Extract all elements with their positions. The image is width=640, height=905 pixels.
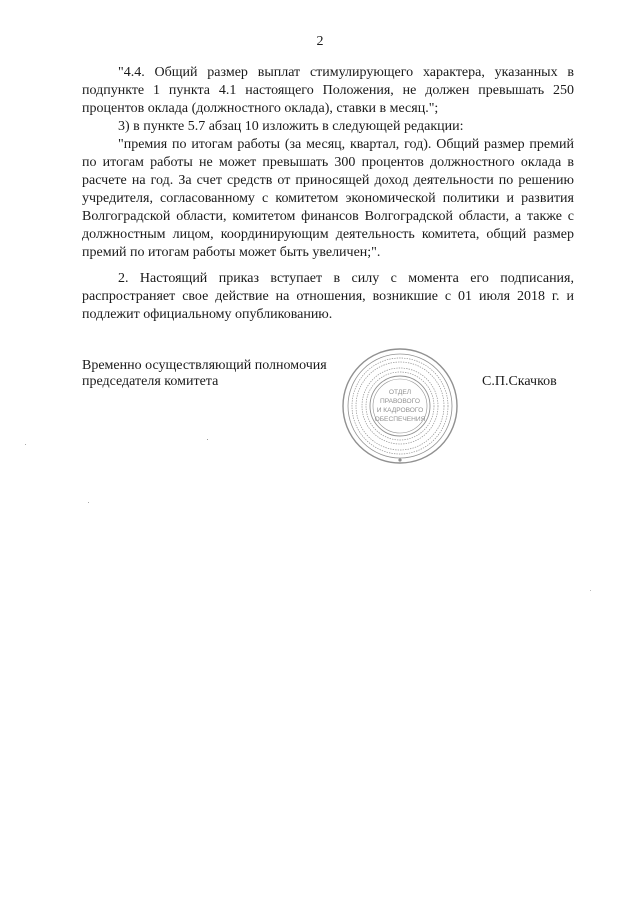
paragraph-bonus: "премия по итогам работы (за месяц, квартал, год). Общий размер премий по итогам работы не может превышать 300 процентов должностного оклада в расчете на год. За счет средств от приносящей доход деятельности по решению учредителя, согласованному с комитетом экономической политики и развития Волгоградской области, комитетом финансов Волгоградской области, а также с должностным лицом, координирующим деятельность комитета, общий размер премий по итогам работы может быть увеличен;". [82,137,574,260]
signer-position-line2: председателя комитета [82,374,219,389]
paragraph-4-4: "4.4. Общий размер выплат стимулирующего характера, указанных в подпункте 1 пункта 4.1 настоящего Положения, не должен превышать 250 процентов оклада (должностного оклада), ставки в месяц."; [82,65,574,116]
stamp-line-2: ПРАВОВОГО [379,398,421,405]
paragraph-item-2: 2. Настоящий приказ вступает в силу с момента его подписания, распространяет свое действие на отношения, возникшие с 01 июля 2018 г. и подлежит официальному опубликованию. [82,271,574,322]
stamp-line-4: ОБЕСПЕЧЕНИЯ [374,416,426,423]
paragraph-item-3: 3) в пункте 5.7 абзац 10 изложить в следующей редакции: [118,119,464,134]
page-number: 2 [316,34,324,49]
stamp-line-1: ОТДЕЛ [388,389,412,396]
stamp-line-3: И КАДРОВОГО [376,407,424,414]
signer-position-line1: Временно осуществляющий полномочия [82,358,327,373]
signer-name: С.П.Скачков [482,374,557,389]
